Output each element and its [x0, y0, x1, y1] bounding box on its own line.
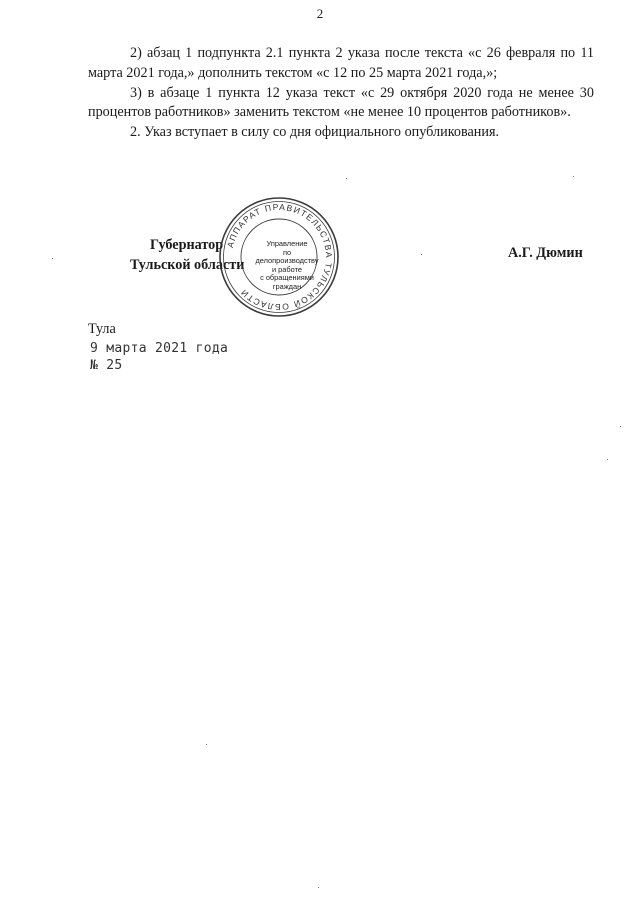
scan-speck — [573, 176, 574, 177]
page-number: 2 — [316, 6, 324, 21]
paragraph-amendment-2: 2) абзац 1 подпункта 2.1 пункта 2 указа после текста «с 26 февраля по 11 марта 2021 года,» дополнить текстом «с 12 по 25 марта 2021 года,»; — [88, 45, 594, 81]
seal-center-line: граждан — [272, 281, 302, 291]
governor-title: Губернатор — [150, 237, 224, 253]
paragraph-amendment-3: 3) в абзаце 1 пункта 12 указа текст «с 29 октября 2020 года не менее 30 процентов работников» заменить текстом «не менее 10 процентов работников». — [88, 84, 594, 120]
paragraph-effective-date: 2. Указ вступает в силу со дня официального опубликования. — [130, 124, 500, 140]
scan-speck — [52, 258, 53, 259]
scan-speck — [421, 254, 422, 255]
seal-center-line: с обращениями — [260, 273, 314, 283]
scan-speck — [318, 887, 319, 888]
signer-name: А.Г. Дюмин — [508, 245, 583, 261]
seal-center-line: и работе — [272, 264, 302, 274]
seal-center-line: по делопроизводству — [255, 247, 319, 266]
scan-speck — [607, 459, 608, 460]
seal-center-text — [251, 240, 323, 292]
scan-speck — [206, 744, 207, 745]
scan-speck — [620, 426, 621, 427]
governor-region: Тульской области — [130, 256, 245, 273]
document-body — [88, 44, 594, 143]
document-date: 9 марта 2021 года — [90, 341, 229, 356]
seal-ring-text: АППАРАТ ПРАВИТЕЛЬСТВА ТУЛЬСКОЙ ОБЛАСТИ — [224, 201, 335, 313]
seal-center-line: Управление — [266, 239, 308, 248]
place-of-signing: Тула — [88, 321, 116, 337]
scan-speck — [346, 178, 347, 179]
document-number: № 25 — [90, 358, 123, 373]
